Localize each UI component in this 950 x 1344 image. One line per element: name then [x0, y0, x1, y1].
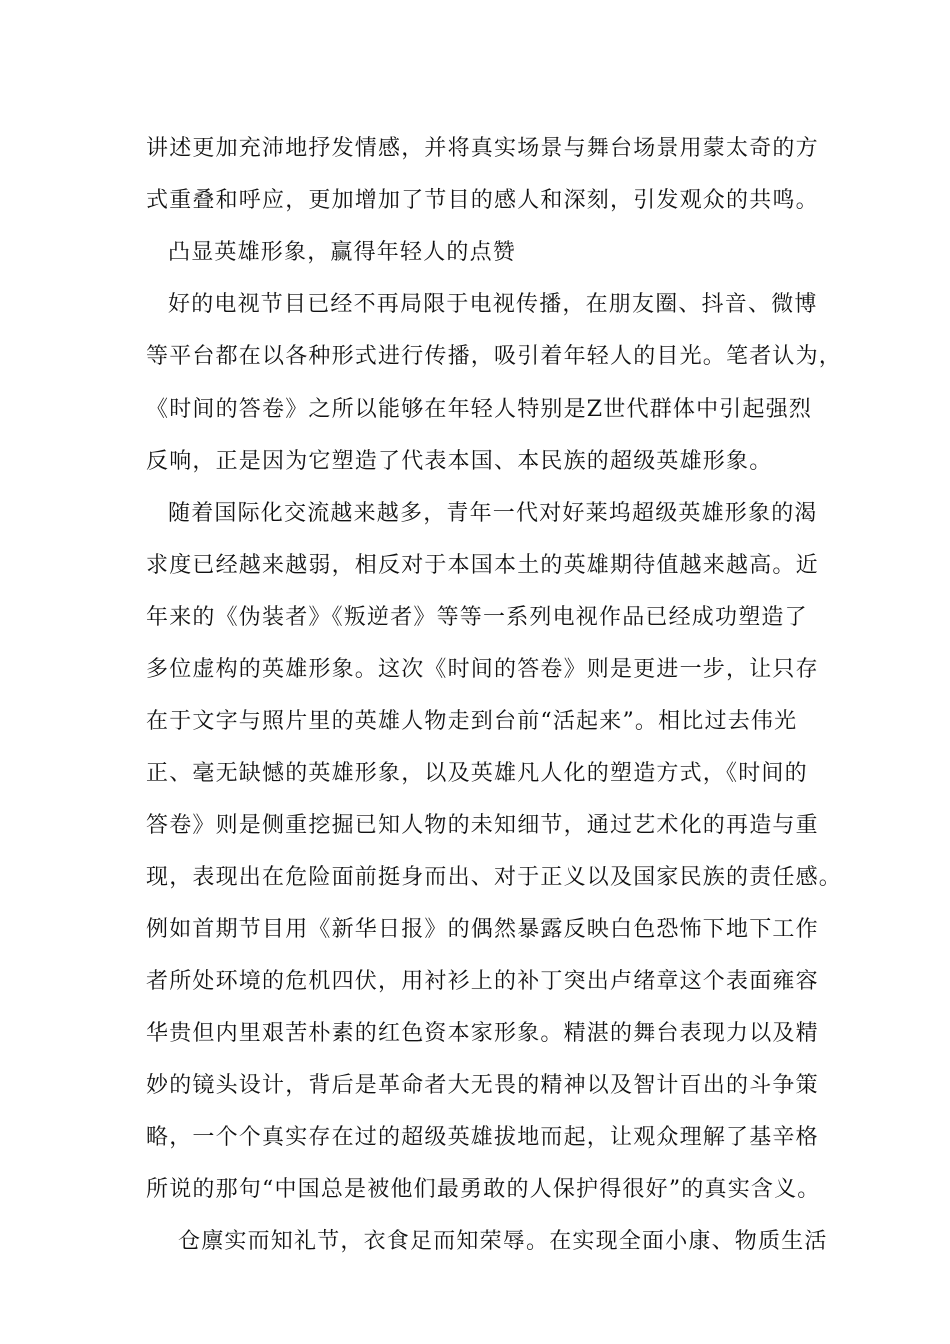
text-line: 式重叠和呼应，更加增加了节目的感人和深刻，引发观众的共鸣。 — [146, 188, 819, 213]
text-line: 仓廪实而知礼节，衣食足而知荣辱。在实现全面小康、物质生活 — [178, 1229, 828, 1254]
text-line: 《时间的答卷》之所以能够在年轻人特别是Z世代群体中引起强烈 — [146, 397, 813, 422]
text-line: 年来的《伪装者》《叛逆者》等等一系列电视作品已经成功塑造了 — [146, 605, 808, 630]
text-line: 略，一个个真实存在过的超级英雄拔地而起，让观众理解了基辛格 — [146, 1125, 819, 1150]
text-line: 反响，正是因为它塑造了代表本国、本民族的超级英雄形象。 — [146, 449, 773, 474]
text-line: 在于文字与照片里的英雄人物走到台前“活起来”。相比过去伟光 — [146, 709, 798, 734]
text-line: 所说的那句“中国总是被他们最勇敢的人保护得很好”的真实含义。 — [146, 1177, 821, 1202]
section-heading: 凸显英雄形象，赢得年轻人的点赞 — [168, 240, 517, 265]
text-line: 好的电视节目已经不再局限于电视传播，在朋友圈、抖音、微博 — [168, 292, 818, 317]
text-line: 华贵但内里艰苦朴素的红色资本家形象。精湛的舞台表现力以及精 — [146, 1021, 819, 1046]
text-line: 多位虚构的英雄形象。这次《时间的答卷》则是更进一步，让只存 — [146, 657, 819, 682]
text-line: 答卷》则是侧重挖掘已知人物的未知细节，通过艺术化的再造与重 — [146, 813, 819, 838]
text-line: 讲述更加充沛地抒发情感，并将真实场景与舞台场景用蒙太奇的方 — [146, 136, 819, 161]
text-line: 现，表现出在危险面前挺身而出、对于正义以及国家民族的责任感。 — [146, 865, 843, 890]
text-line: 妙的镜头设计，背后是革命者大无畏的精神以及智计百出的斗争策 — [146, 1073, 819, 1098]
text-line: 者所处环境的危机四伏，用衬衫上的补丁突出卢绪章这个表面雍容 — [146, 969, 819, 994]
text-line: 例如首期节目用《新华日报》的偶然暴露反映白色恐怖下地下工作 — [146, 917, 819, 942]
text-line: 等平台都在以各种形式进行传播，吸引着年轻人的目光。笔者认为， — [146, 344, 843, 369]
text-line: 求度已经越来越弱，相反对于本国本土的英雄期待值越来越高。近 — [146, 553, 819, 578]
text-line: 随着国际化交流越来越多，青年一代对好莱坞超级英雄形象的渴 — [168, 501, 818, 526]
text-line: 正、毫无缺憾的英雄形象，以及英雄凡人化的塑造方式，《时间的 — [146, 761, 808, 786]
